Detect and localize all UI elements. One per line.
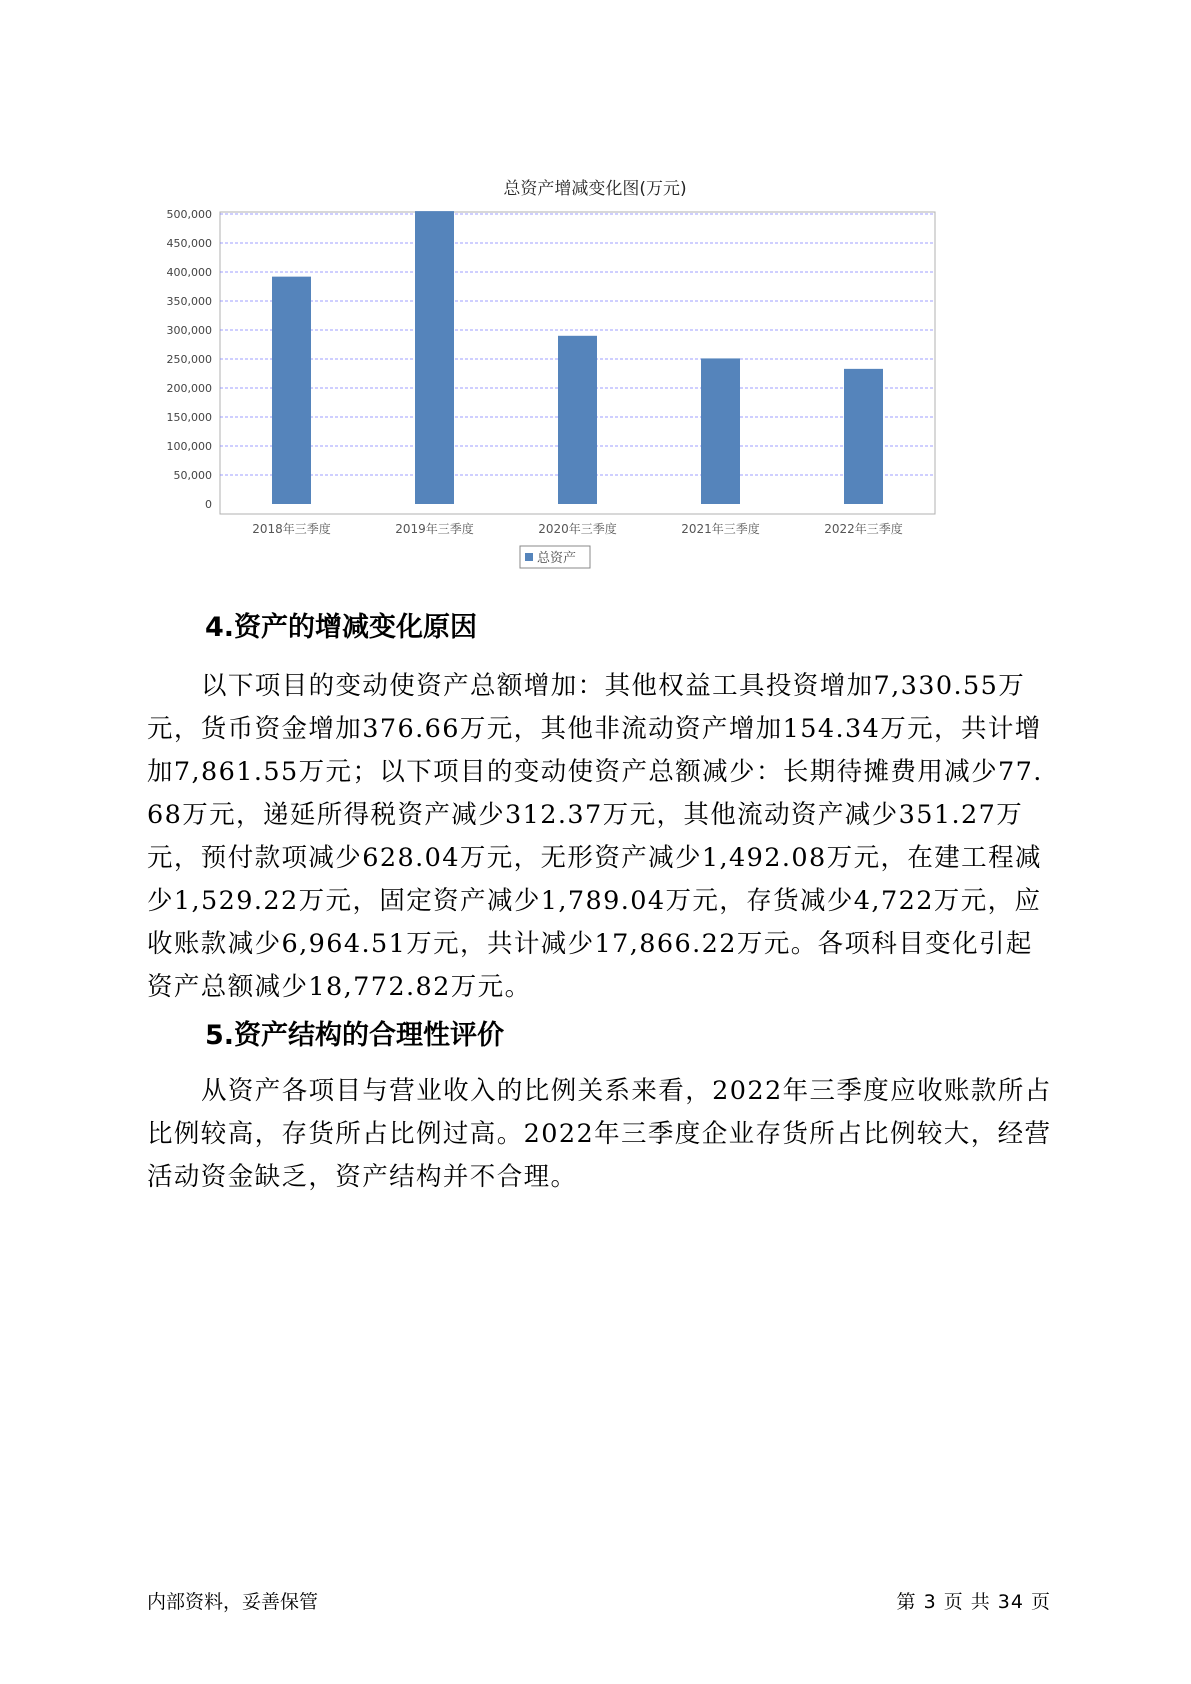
bar — [415, 211, 454, 504]
y-tick-label: 100,000 — [166, 440, 212, 453]
bar — [558, 336, 597, 504]
section-5-body: 从资产各项目与营业收入的比例关系来看，2022年三季度应收账款所占比例较高，存货所占比例过高。2022年三季度企业存货所占比例较大，经营活动资金缺乏，资产结构并不合理。 — [147, 1076, 1052, 1192]
y-tick-label: 250,000 — [166, 353, 212, 366]
y-tick-label: 50,000 — [173, 469, 212, 482]
asset-change-chart — [160, 160, 1030, 630]
y-tick-label: 300,000 — [166, 324, 212, 337]
chart-title: 总资产增减变化图(万元) — [503, 179, 687, 199]
x-tick-label: 2020年三季度 — [538, 522, 617, 536]
y-tick-label: 150,000 — [166, 411, 212, 424]
legend-label: 总资产 — [537, 551, 577, 566]
y-tick-label: 0 — [205, 498, 212, 511]
y-tick-label: 450,000 — [166, 237, 212, 250]
section-4-heading: 4.资产的增减变化原因 — [205, 612, 478, 643]
x-tick-label: 2021年三季度 — [681, 522, 760, 536]
bar — [701, 358, 740, 504]
legend-swatch — [525, 553, 533, 561]
y-tick-label: 350,000 — [166, 295, 212, 308]
section-5-heading: 5.资产结构的合理性评价 — [205, 1020, 505, 1051]
footer-page-number: 第 3 页 共 34 页 — [896, 1591, 1051, 1613]
x-tick-label: 2018年三季度 — [252, 522, 331, 536]
y-tick-label: 500,000 — [166, 208, 212, 221]
x-tick-label: 2019年三季度 — [395, 522, 474, 536]
chart-canvas — [160, 160, 1030, 630]
section-4-body: 以下项目的变动使资产总额增加：其他权益工具投资增加7,330.55万元，货币资金增加376.66万元，其他非流动资产增加154.34万元，共计增加7,861.55万元；以下项目的变动使资产总额减少：长期待摊费用减少77.68万元，递延所得税资产减少312.37万元，其他流动资产减少351.27万元，预付款项减少628.04万元，无形资产减少1,492.08万元，在建工程减少1,529.22万元，固定资产减少1,789.04万元，存货减少4,722万元，应收账款减少6,964.51万元，共计减少17,866.22万元。各项科目变化引起资产总额减少18,772.82万元。 — [147, 671, 1043, 1002]
y-tick-label: 400,000 — [166, 266, 212, 279]
bar — [844, 369, 883, 504]
bar — [272, 277, 311, 504]
x-tick-label: 2022年三季度 — [824, 522, 903, 536]
y-tick-label: 200,000 — [166, 382, 212, 395]
footer-confidential-note: 内部资料，妥善保管 — [147, 1591, 319, 1613]
